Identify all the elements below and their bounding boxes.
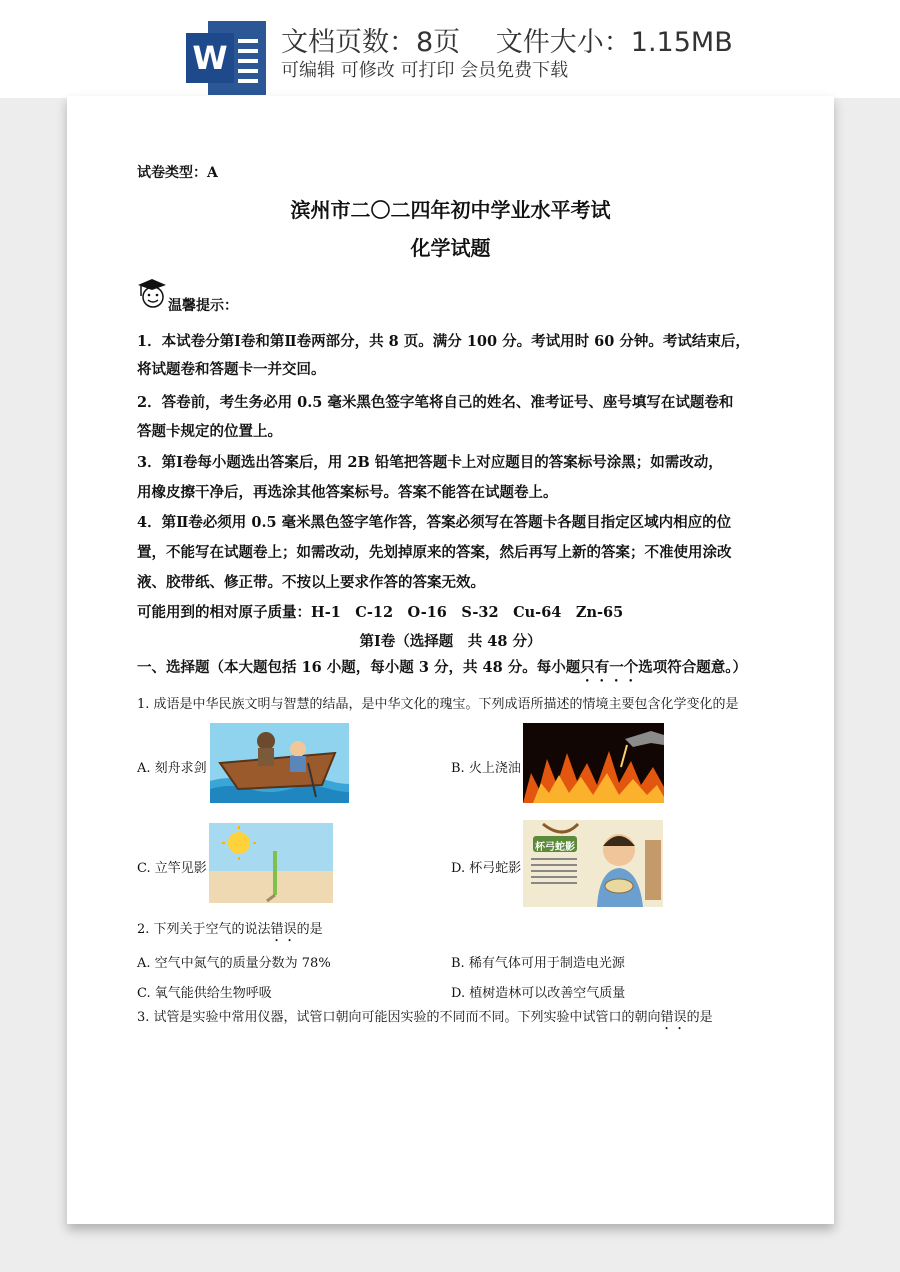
option-d: D. 植树造林可以改善空气质量 xyxy=(451,986,626,1001)
option-c: C. 氧气能供给生物呼吸 xyxy=(137,986,272,1001)
atomic-masses: 可能用到的相对原子质量：H-1 C-12 O-16 S-32 Cu-64 Zn-65 xyxy=(137,604,624,621)
boat-sword-image xyxy=(210,723,349,803)
section1-instructions: 一、选择题（本大题包括 16 小题，每小题 3 分，共 48 分。每小题只有一个选项符合题意。） xyxy=(137,659,747,676)
file-info: 文档页数：8页 文件大小：1.15MB xyxy=(281,27,733,58)
tip-line: 4．第Ⅱ卷必须用 0.5 毫米黑色签字笔作答，答案必须写在答题卡各题目指定区域内相应的位 xyxy=(137,514,732,531)
file-features: 可编辑 可修改 可打印 会员免费下载 xyxy=(281,60,569,81)
tip-line: 液、胶带纸、修正带。不按以上要求作答的答案无效。 xyxy=(137,574,485,591)
option-b: B. 稀有气体可用于制造电光源 xyxy=(451,956,625,971)
tip-line: 2．答卷前，考生务必用 0.5 毫米黑色签字笔将自己的姓名、准考证号、座号填写在试题卷和 xyxy=(137,394,734,411)
option-a: A. 空气中氮气的质量分数为 78% xyxy=(137,956,331,971)
tip-line: 1．本试卷分第Ⅰ卷和第Ⅱ卷两部分，共 8 页。满分 100 分。考试用时 60 分钟。考试结束后， xyxy=(137,333,750,350)
tip-line: 置，不能写在试题卷上；如需改动，先划掉原来的答案，然后再写上新的答案；不准使用涂改 xyxy=(137,544,732,561)
download-banner xyxy=(0,0,900,98)
tip-line: 3．第Ⅰ卷每小题选出答案后，用 2B 铅笔把答题卡上对应题目的答案标号涂黑；如需改动， xyxy=(137,454,723,471)
exam-page xyxy=(67,96,834,1224)
option-a: A. 刻舟求剑 xyxy=(137,761,207,776)
tip-line: 将试题卷和答题卡一并交回。 xyxy=(137,361,326,378)
tip-line: 答题卡规定的位置上。 xyxy=(137,423,282,440)
question-1-stem: 1. 成语是中华民族文明与智慧的结晶，是中华文化的瑰宝。下列成语所描述的情境主要包含化学变化的是 xyxy=(137,697,739,712)
fire-oil-image xyxy=(523,723,664,803)
question-3-stem: 3. 试管是实验中常用仪器，试管口朝向可能因实验的不同而不同。下列实验中试管口的朝向错误的是 xyxy=(137,1010,713,1025)
graduate-smiley-icon xyxy=(135,276,169,310)
tip-line: 用橡皮擦干净后，再选涂其他答案标号。答案不能答在试题卷上。 xyxy=(137,484,558,501)
tips-label: 温馨提示： xyxy=(168,298,238,314)
section1-title: 第Ⅰ卷（选择题 共 48 分） xyxy=(359,633,542,650)
pole-shadow-image xyxy=(209,823,333,903)
option-b: B. 火上浇油 xyxy=(451,761,521,776)
image-caption: 杯弓蛇影 xyxy=(535,842,575,853)
question-2-stem: 2. 下列关于空气的说法错误的是 xyxy=(137,922,323,937)
cup-bow-snake-image xyxy=(523,820,663,907)
exam-title: 滨州市二〇二四年初中学业水平考试 xyxy=(290,198,611,222)
option-d: D. 杯弓蛇影 xyxy=(451,861,522,876)
word-document-icon: W xyxy=(186,21,266,95)
paper-type: 试卷类型：A xyxy=(137,165,218,181)
exam-subtitle: 化学试题 xyxy=(410,236,491,260)
option-c: C. 立竿见影 xyxy=(137,861,207,876)
